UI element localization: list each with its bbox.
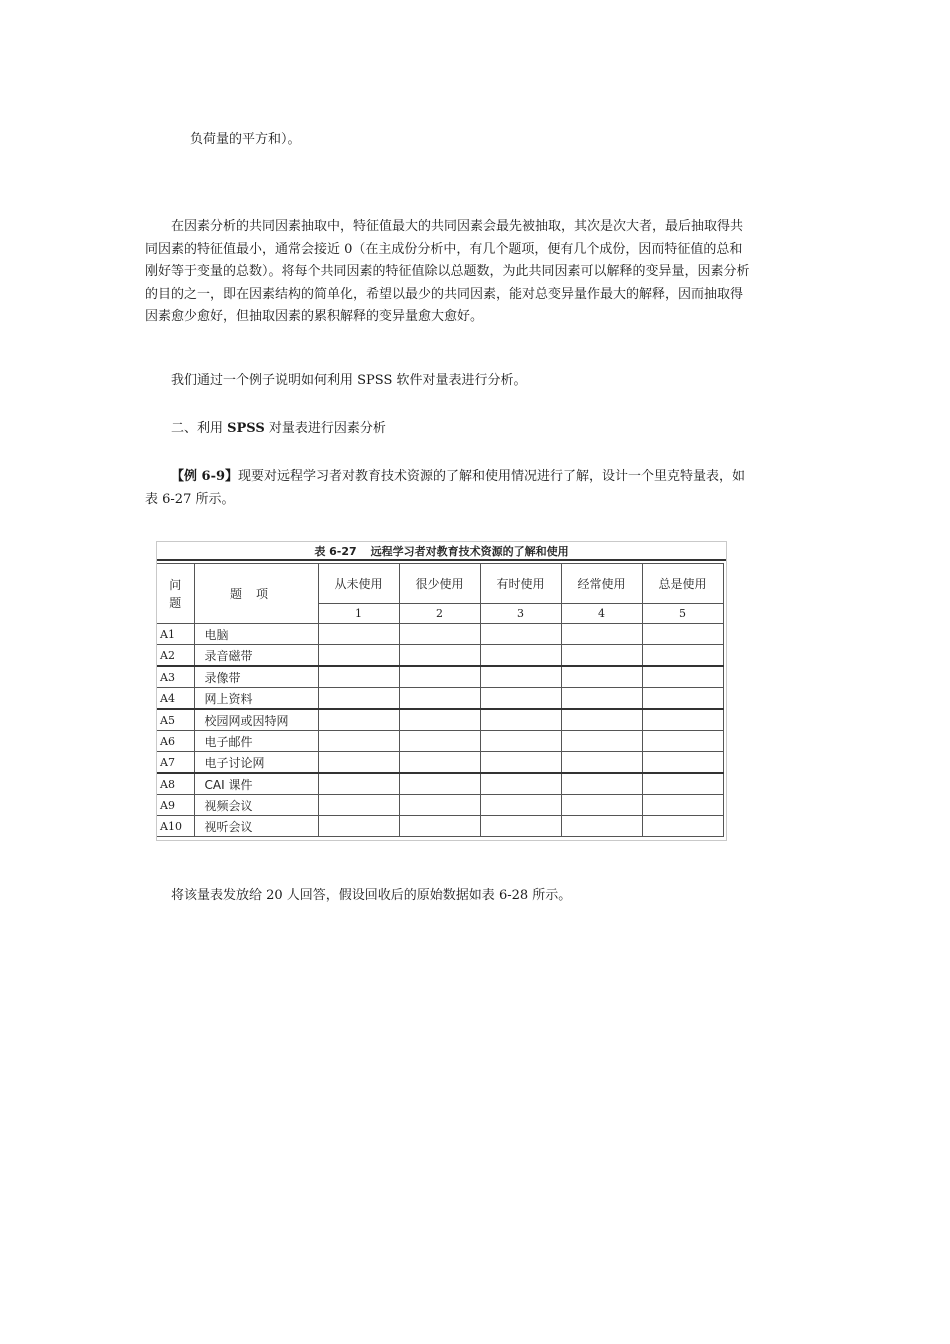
score-4: 4 — [561, 604, 642, 624]
table-caption-number: 表 6-27 — [314, 545, 357, 558]
row-item: CAI 课件 — [194, 773, 318, 795]
cell — [480, 795, 561, 816]
cell — [480, 688, 561, 710]
cell — [318, 795, 399, 816]
cell — [399, 666, 480, 688]
cell — [399, 645, 480, 667]
cell — [561, 731, 642, 752]
cell — [642, 688, 723, 710]
row-id: A3 — [157, 666, 194, 688]
cell — [480, 773, 561, 795]
cell — [642, 773, 723, 795]
cell — [399, 816, 480, 837]
row-id: A8 — [157, 773, 194, 795]
score-2: 2 — [399, 604, 480, 624]
cell — [399, 752, 480, 774]
row-id: A4 — [157, 688, 194, 710]
table-row — [157, 752, 723, 774]
header-item: 题项 — [194, 564, 318, 624]
row-item: 视听会议 — [194, 816, 318, 837]
cell — [561, 816, 642, 837]
cell — [318, 752, 399, 774]
table-caption — [157, 542, 726, 561]
header-question: 问题 — [157, 564, 194, 624]
score-5: 5 — [642, 604, 723, 624]
heading-bold: SPSS — [227, 421, 265, 436]
header-never: 从未使用 — [318, 564, 399, 604]
header-always: 总是使用 — [642, 564, 723, 604]
example-text: 现要对远程学习者对教育技术资源的了解和使用情况进行了解，设计一个里克特量表，如表 6-27 所示。 — [145, 469, 746, 507]
cell — [399, 709, 480, 731]
row-id: A2 — [157, 645, 194, 667]
cell — [561, 624, 642, 645]
row-id: A10 — [157, 816, 194, 837]
table-row — [157, 666, 723, 688]
row-id: A7 — [157, 752, 194, 774]
row-item: 网上资料 — [194, 688, 318, 710]
cell — [561, 773, 642, 795]
cell — [561, 752, 642, 774]
cell — [642, 795, 723, 816]
table-row — [157, 816, 723, 837]
cell — [399, 795, 480, 816]
final-paragraph: 将该量表发放给 20 人回答，假设回收后的原始数据如表 6-28 所示。 — [171, 888, 572, 903]
row-item: 校园网或因特网 — [194, 709, 318, 731]
intro-paragraph: 我们通过一个例子说明如何利用 SPSS 软件对量表进行分析。 — [171, 373, 527, 388]
cell — [399, 688, 480, 710]
likert-scale-table — [157, 563, 724, 837]
cell — [318, 709, 399, 731]
table-row — [157, 709, 723, 731]
example-label: 【例 6-9】 — [171, 469, 239, 484]
continuation-paragraph: 负荷量的平方和）。 — [190, 132, 301, 147]
cell — [561, 688, 642, 710]
row-item: 视频会议 — [194, 795, 318, 816]
row-id: A6 — [157, 731, 194, 752]
header-sometimes: 有时使用 — [480, 564, 561, 604]
row-id: A5 — [157, 709, 194, 731]
table-row — [157, 773, 723, 795]
cell — [480, 645, 561, 667]
cell — [480, 752, 561, 774]
section-heading — [145, 418, 750, 441]
cell — [480, 709, 561, 731]
factor-analysis-paragraph: 在因素分析的共同因素抽取中，特征值最大的共同因素会最先被抽取，其次是次大者，最后抽取得共同因素的特征值最小，通常会接近 0（在主成份分析中，有几个题项，便有几个成份，因而特征值的总和刚好等于变量的总数）。将每个共同因素的特征值除以总题数，为此共同因素可以解释的变异量，因素分析的目的之一，即在因素结构的简单化，希望以最少的共同因素，能对总变异量作最大的解释，因而抽取得因素愈少愈好，但抽取因素的累积解释的变异量愈大愈好。 — [145, 219, 750, 324]
row-id: A1 — [157, 624, 194, 645]
score-1: 1 — [318, 604, 399, 624]
cell — [642, 752, 723, 774]
cell — [642, 709, 723, 731]
cell — [318, 666, 399, 688]
cell — [642, 624, 723, 645]
cell — [480, 731, 561, 752]
header-rarely: 很少使用 — [399, 564, 480, 604]
table-row — [157, 624, 723, 645]
cell — [480, 816, 561, 837]
cell — [318, 645, 399, 667]
cell — [318, 731, 399, 752]
score-3: 3 — [480, 604, 561, 624]
cell — [642, 731, 723, 752]
row-item: 电子邮件 — [194, 731, 318, 752]
likert-scale-table-figure — [156, 541, 727, 841]
cell — [642, 645, 723, 667]
table-row — [157, 795, 723, 816]
heading-prefix: 二、利用 — [171, 421, 228, 436]
cell — [399, 731, 480, 752]
cell — [318, 688, 399, 710]
table-row — [157, 688, 723, 710]
table-row — [157, 645, 723, 667]
cell — [399, 624, 480, 645]
row-item: 电脑 — [194, 624, 318, 645]
cell — [480, 666, 561, 688]
row-item: 录像带 — [194, 666, 318, 688]
cell — [642, 816, 723, 837]
heading-suffix: 对量表进行因素分析 — [264, 421, 386, 436]
cell — [642, 666, 723, 688]
row-item: 录音磁带 — [194, 645, 318, 667]
cell — [480, 624, 561, 645]
cell — [318, 773, 399, 795]
cell — [561, 795, 642, 816]
row-item: 电子讨论网 — [194, 752, 318, 774]
cell — [561, 666, 642, 688]
cell — [399, 773, 480, 795]
row-id: A9 — [157, 795, 194, 816]
header-often: 经常使用 — [561, 564, 642, 604]
table-row — [157, 731, 723, 752]
example-paragraph — [145, 466, 750, 511]
cell — [318, 816, 399, 837]
cell — [318, 624, 399, 645]
cell — [561, 645, 642, 667]
cell — [561, 709, 642, 731]
table-caption-title: 远程学习者对教育技术资源的了解和使用 — [370, 545, 569, 558]
